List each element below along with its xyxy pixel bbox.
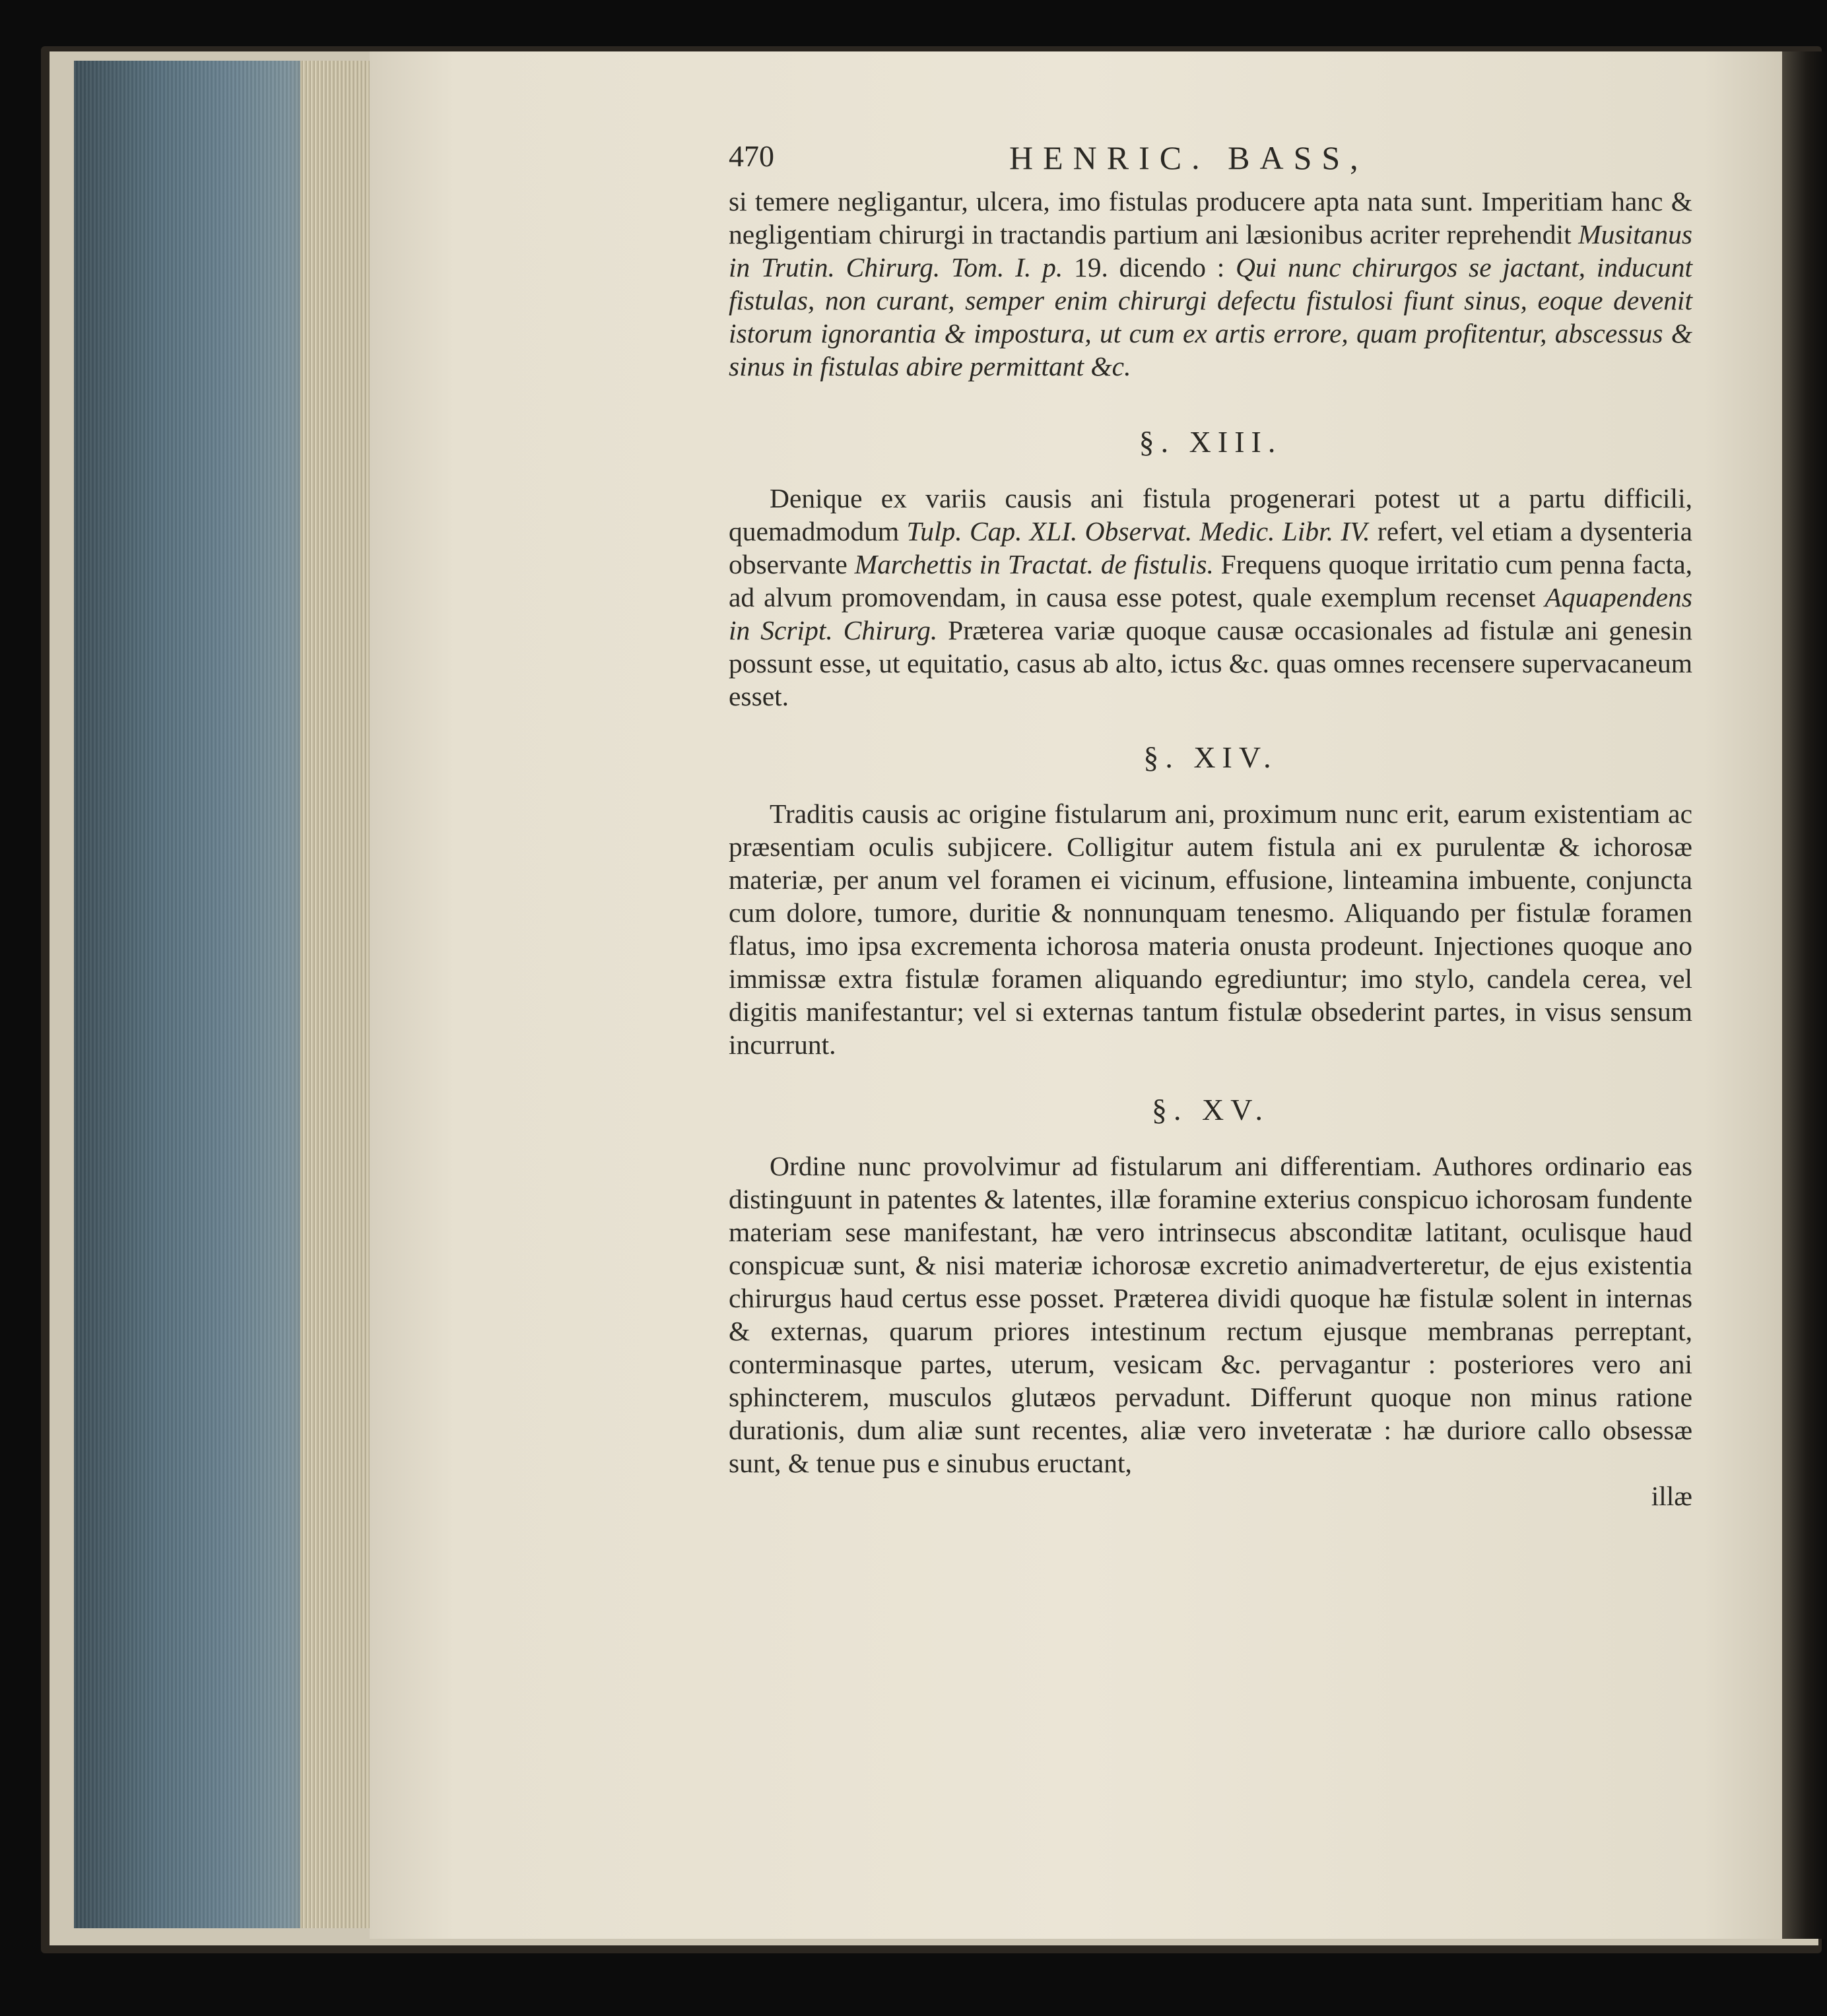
section-paragraph: [729, 482, 1692, 713]
text-run: Frequens quoque irritatio cum penna facta, ad alvum promovendam, in causa esse potest, quale exemplum recenset: [729, 549, 1692, 612]
text-run: Denique ex variis causis ani fistula progenerari potest ut a partu difficili, quemadmodum: [729, 483, 1692, 546]
section-paragraph: Traditis causis ac origine fistularum ani, proximum nunc erit, earum existentiam ac præsentiam oculis subjicere. Colligitur autem fistula ani ex purulentæ & ichorosæ materiæ, per anum vel foramen ei vicinum, effusione, linteamina imbuente, conjuncta cum dolore, tumore, duritie & nonnunquam tenesmo. Aliquando per fistulæ foramen flatus, imo ipsa excrementa ichorosa materia onusta prodeunt. Injectiones quoque ano immissæ extra fistulæ foramen aliquando egrediuntur; imo stylo, candela cerea, vel digitis manifestantur; vel si externas tantum fistulæ obsederint partes, in visus sensum incurrunt.: [729, 798, 1692, 1060]
citation: Aquapendens in Script. Chirurg.: [729, 582, 1692, 645]
page-text: [729, 139, 1692, 1512]
intro-citation-page: 19. dicendo :: [1063, 252, 1236, 282]
text-run: Præterea variæ quoque causæ occasionales ad fistulæ ani genesin possunt esse, ut equitatio, casus ab alto, ictus &c. quas omnes recensere supervacaneum esset.: [729, 615, 1692, 711]
page-number: 470: [729, 139, 774, 173]
text-run: refert, vel etiam a dysenteria observante: [729, 516, 1693, 579]
page-header: [729, 139, 1692, 185]
section-heading: §. XIV.: [1143, 740, 1278, 774]
gutter-shadow: [1782, 51, 1827, 1939]
intro-paragraph: [729, 185, 1692, 383]
running-head: HENRIC. BASS,: [1009, 139, 1368, 176]
citation: Marchettis in Tractat. de fistulis.: [854, 549, 1214, 579]
intro-citation: Musitanus in Trutin. Chirurg. Tom. I. p.: [729, 219, 1692, 282]
section-heading: §. XV.: [1151, 1093, 1269, 1126]
intro-text: si temere negligantur, ulcera, imo fistulas producere apta nata sunt. Imperitiam hanc & negligentiam chirurgi in tractandis partium ani læsionibus acriter reprehendit: [729, 186, 1692, 249]
citation: Tulp. Cap. XLI. Observat. Medic. Libr. IV.: [906, 516, 1370, 546]
page-stack: [300, 61, 376, 1928]
catchword: illæ: [1651, 1481, 1692, 1511]
section-paragraph: Ordine nunc provolvimur ad fistularum ani differentiam. Authores ordinario eas distinguunt in patentes & latentes, illæ foramine exterius conspicuo ichorosam fundente materiam sese manifestant, hæ vero intrinsecus absconditæ latitant, oculisque haud conspicuæ sunt, & nisi materiæ ichorosæ excretio animadverteretur, de ejus existentia chirurgus haud certus esse posset. Præterea dividi quoque hæ fistulæ solent in internas & externas, quarum priores intestinum rectum ejusque membranas perreptant, conterminasque partes, uterum, vesicam &c. pervagantur : posteriores vero ani sphincterem, musculos glutæos pervadunt. Differunt quoque non minus ratione durationis, dum aliæ sunt recentes, aliæ vero inveteratæ : hæ duriore callo obsessæ sunt, & tenue pus e sinubus eructant,: [729, 1151, 1692, 1478]
intro-quote: Qui nunc chirurgos se jactant, inducunt fistulas, non curant, semper enim chirurgi defectu fistulosi fiunt sinus, eoque devenit istorum ignorantia & impostura, ut cum ex artis errore, quam profitentur, abscessus & sinus in fistulas abire permittant &c.: [729, 252, 1693, 381]
section-heading: §. XIII.: [1139, 425, 1282, 459]
